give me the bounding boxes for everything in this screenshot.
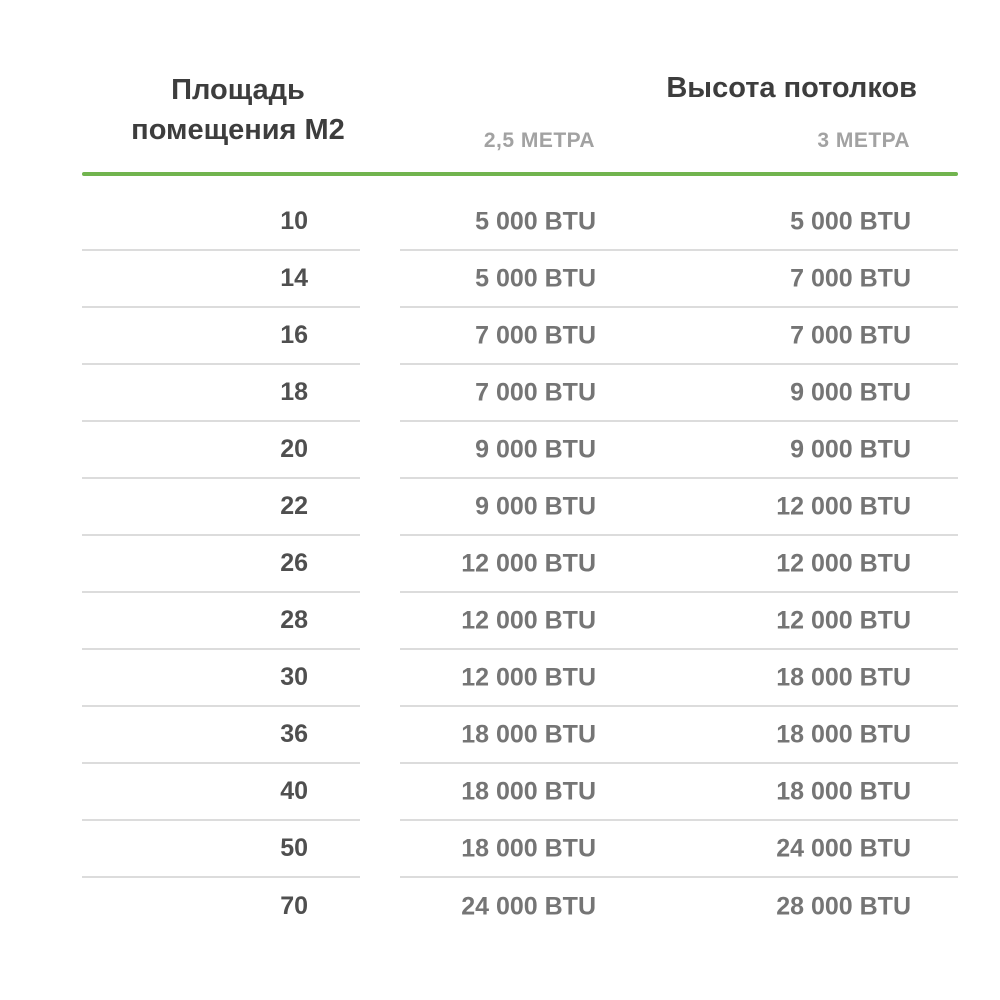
column-gap xyxy=(360,593,400,650)
btu-2-5m-value: 7 000 BTU xyxy=(475,321,596,349)
column-gap xyxy=(360,536,400,593)
btu-cells xyxy=(400,308,958,365)
btu-2-5m-value: 7 000 BTU xyxy=(475,378,596,406)
btu-2-5m-value: 9 000 BTU xyxy=(475,492,596,520)
column-gap xyxy=(360,878,400,935)
table-row xyxy=(82,365,958,422)
table-row xyxy=(82,194,958,251)
area-value: 10 xyxy=(82,194,360,251)
area-value: 14 xyxy=(82,251,360,308)
area-value: 30 xyxy=(82,650,360,707)
btu-2-5m-value: 9 000 BTU xyxy=(475,435,596,463)
area-value: 22 xyxy=(82,479,360,536)
column-gap xyxy=(360,365,400,422)
column-gap xyxy=(360,821,400,878)
btu-cells xyxy=(400,422,958,479)
table-row xyxy=(82,593,958,650)
table-row xyxy=(82,821,958,878)
table-row xyxy=(82,764,958,821)
btu-cells xyxy=(400,650,958,707)
table-row xyxy=(82,650,958,707)
btu-3m-value: 24 000 BTU xyxy=(776,834,911,862)
area-value: 28 xyxy=(82,593,360,650)
btu-cells xyxy=(400,251,958,308)
btu-3m-value: 7 000 BTU xyxy=(790,264,911,292)
area-value: 70 xyxy=(280,892,308,920)
column-gap xyxy=(360,707,400,764)
table-row xyxy=(82,878,958,935)
btu-2-5m-value: 18 000 BTU xyxy=(461,720,596,748)
btu-2-5m-value: 12 000 BTU xyxy=(461,549,596,577)
area-header-line1: Площадь xyxy=(171,74,305,106)
btu-3m-value: 9 000 BTU xyxy=(790,435,911,463)
btu-3m-value: 18 000 BTU xyxy=(776,720,911,748)
subheader-2-5m: 2,5 МЕТРА xyxy=(483,129,595,152)
btu-3m-value: 12 000 BTU xyxy=(776,606,911,634)
table-body xyxy=(82,194,958,935)
btu-2-5m-value: 5 000 BTU xyxy=(475,264,596,292)
column-gap xyxy=(360,194,400,251)
btu-3m-value: 18 000 BTU xyxy=(776,663,911,691)
btu-cells xyxy=(400,194,958,251)
area-value: 16 xyxy=(82,308,360,365)
btu-cells xyxy=(400,878,958,935)
subheader-3m: 3 МЕТРА xyxy=(817,129,910,152)
btu-2-5m-value: 5 000 BTU xyxy=(475,207,596,235)
btu-3m-value: 7 000 BTU xyxy=(790,321,911,349)
btu-cells xyxy=(400,593,958,650)
btu-cells xyxy=(400,707,958,764)
btu-2-5m-value: 12 000 BTU xyxy=(461,606,596,634)
header-divider-line xyxy=(82,172,958,176)
area-value: 50 xyxy=(82,821,360,878)
area-value: 40 xyxy=(82,764,360,821)
btu-cells xyxy=(400,365,958,422)
column-gap xyxy=(360,479,400,536)
area-column-header xyxy=(78,70,398,150)
btu-2-5m-value: 24 000 BTU xyxy=(461,892,596,920)
column-gap xyxy=(360,650,400,707)
column-gap xyxy=(360,764,400,821)
ceiling-height-header: Высота потолков xyxy=(666,72,917,104)
table-row xyxy=(82,308,958,365)
btu-3m-value: 5 000 BTU xyxy=(790,207,911,235)
area-value: 18 xyxy=(82,365,360,422)
table-row xyxy=(82,422,958,479)
btu-cells xyxy=(400,536,958,593)
btu-3m-value: 12 000 BTU xyxy=(776,549,911,577)
btu-3m-value: 12 000 BTU xyxy=(776,492,911,520)
table-row xyxy=(82,707,958,764)
btu-2-5m-value: 18 000 BTU xyxy=(461,834,596,862)
btu-cells xyxy=(400,764,958,821)
btu-cells xyxy=(400,821,958,878)
area-value: 36 xyxy=(82,707,360,764)
btu-2-5m-value: 18 000 BTU xyxy=(461,777,596,805)
area-value: 20 xyxy=(82,422,360,479)
table-row xyxy=(82,251,958,308)
column-gap xyxy=(360,308,400,365)
btu-cells xyxy=(400,479,958,536)
area-header-line2: помещения М2 xyxy=(131,114,345,146)
btu-3m-value: 28 000 BTU xyxy=(776,892,911,920)
btu-3m-value: 9 000 BTU xyxy=(790,378,911,406)
table-row xyxy=(82,536,958,593)
btu-2-5m-value: 12 000 BTU xyxy=(461,663,596,691)
column-gap xyxy=(360,251,400,308)
column-gap xyxy=(360,422,400,479)
table-row xyxy=(82,479,958,536)
btu-3m-value: 18 000 BTU xyxy=(776,777,911,805)
area-value: 26 xyxy=(82,536,360,593)
